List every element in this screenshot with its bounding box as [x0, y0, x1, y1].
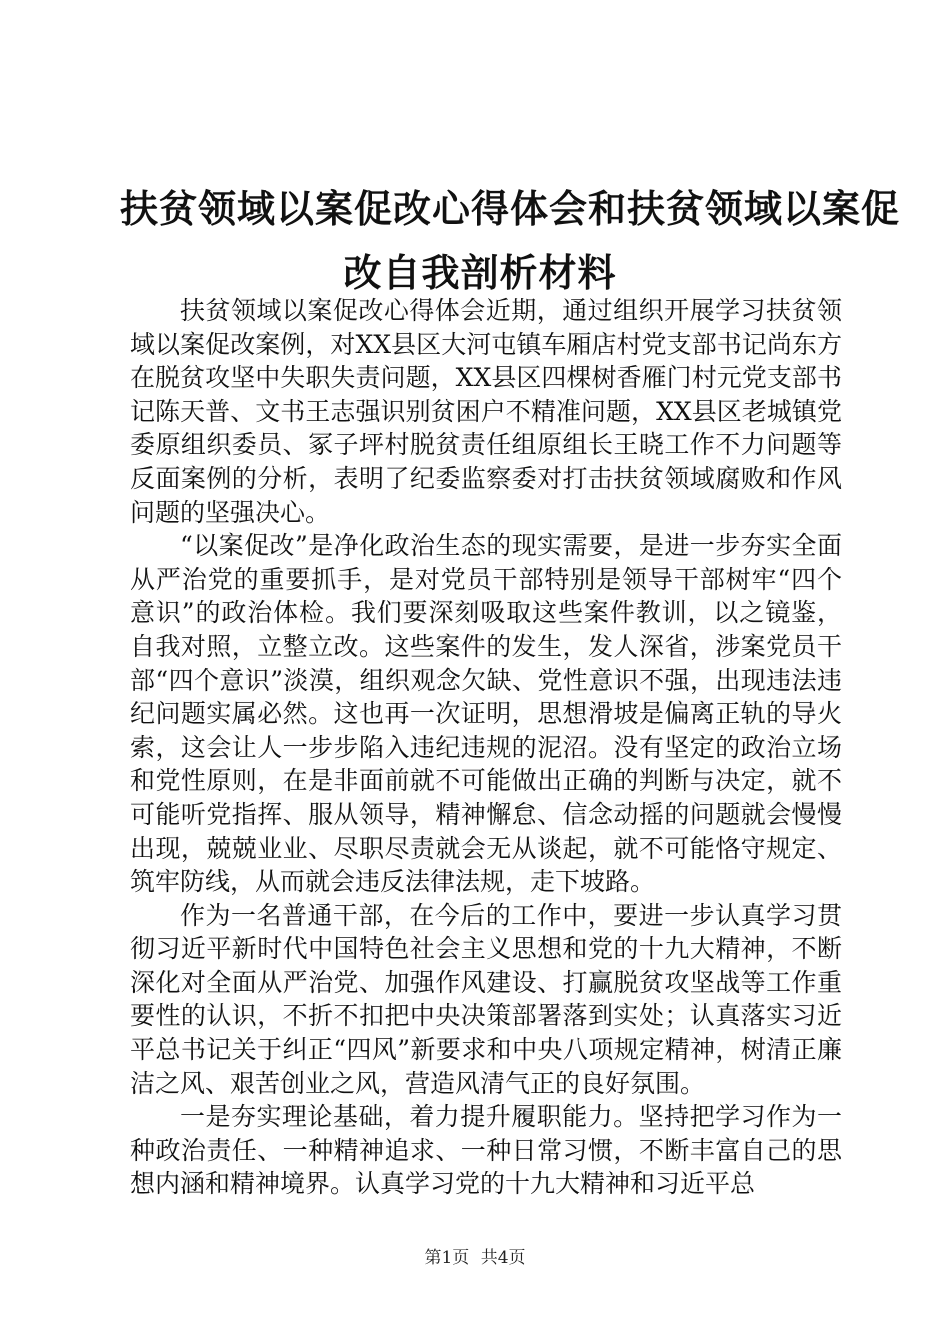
title-line-1: 扶贫领域以案促改心得体会和扶贫领域以案促	[120, 186, 901, 232]
page-footer	[0, 1243, 950, 1268]
paragraph-2: “以案促改”是净化政治生态的现实需要，是进一步夯实全面从严治党的重要抓手，是对党员干部特别是领导干部树牢“四个意识”的政治体检。我们要深刻吸取这些案件教训，以之镜鉴，自我对照，立整立改。这些案件的发生，发人深省，涉案党员干部“四个意识”淡漠，组织观念欠缺、党性意识不强，出现违法违纪问题实属必然。这也再一次证明，思想滑坡是偏离正轨的导火索，这会让人一步步陷入违纪违规的泥沼。没有坚定的政治立场和党性原则，在是非面前就不可能做出正确的判断与决定，就不可能听党指挥、服从领导，精神懈怠、信念动摇的问题就会慢慢出现，兢兢业业、尽职尽责就会无从谈起，就不可能恪守规定、筑牢防线，从而就会违反法律法规，走下坡路。	[130, 531, 842, 897]
paragraph-1: 扶贫领域以案促改心得体会近期，通过组织开展学习扶贫领域以案促改案例，对XX县区大河屯镇车厢店村党支部书记尚东方在脱贫攻坚中失职失责问题，XX县区四棵树香雁门村元党支部书记陈天普、文书王志强识别贫困户不精准问题，XX县区老城镇党委原组织委员、冢子坪村脱贫责任组原组长王晓工作不力问题等反面案例的分析，表明了纪委监察委对打击扶贫领域腐败和作风问题的坚强决心。	[130, 296, 842, 527]
paragraph-4: 一是夯实理论基础，着力提升履职能力。坚持把学习作为一种政治责任、一种精神追求、一种日常习惯，不断丰富自己的思想内涵和精神境界。认真学习党的十九大精神和习近平总	[130, 1102, 842, 1199]
page-total: 共4页	[480, 1248, 526, 1268]
paragraph-3: 作为一名普通干部，在今后的工作中，要进一步认真学习贯彻习近平新时代中国特色社会主义思想和党的十九大精神，不断深化对全面从严治党、加强作风建设、打赢脱贫攻坚战等工作重要性的认识，不折不扣把中央决策部署落到实处；认真落实习近平总书记关于纠正“四风”新要求和中央八项规定精神，树清正廉洁之风、艰苦创业之风，营造风清气正的良好氛围。	[130, 900, 842, 1098]
document-body	[130, 294, 842, 1201]
title-line-2: 改自我剖析材料	[343, 250, 617, 296]
page-number: 第1页	[424, 1248, 470, 1268]
document-title	[120, 177, 901, 305]
